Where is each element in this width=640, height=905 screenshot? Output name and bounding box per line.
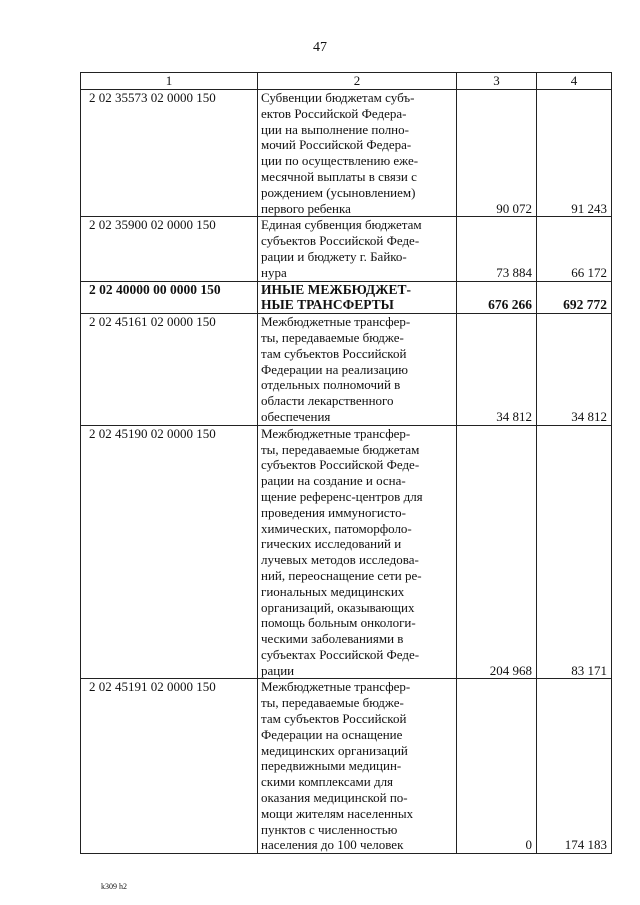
description-line: оказания медицинской по- — [261, 790, 408, 806]
amount-column-4: 83 171 — [537, 425, 612, 679]
classification-code: 2 02 45191 02 0000 150 — [81, 679, 258, 854]
classification-code: 2 02 45161 02 0000 150 — [81, 314, 258, 426]
income-description — [258, 314, 457, 426]
description-line: щение референс-центров для — [261, 488, 423, 504]
column-number-1: 1 — [81, 73, 258, 90]
description-line: ты, передаваемые бюдже- — [261, 329, 404, 345]
description-line: области лекарственного — [261, 393, 394, 409]
table-row — [81, 679, 612, 854]
budget-table-body — [81, 73, 612, 854]
amount-column-3: 90 072 — [457, 90, 537, 217]
description-line: первого ребенка — [261, 200, 351, 216]
description-line: ты, передаваемые бюдже- — [261, 695, 404, 711]
description-line: ИНЫЕ МЕЖБЮДЖЕТ- — [261, 281, 411, 297]
description-line: рации на создание и осна- — [261, 473, 406, 489]
description-line: ции на выполнение полно- — [261, 121, 409, 137]
description-line: Единая субвенция бюджетам — [261, 217, 422, 233]
amount-column-3: 34 812 — [457, 314, 537, 426]
column-number-row — [81, 73, 612, 90]
description-line: Субвенции бюджетам субъ- — [261, 90, 415, 105]
description-line: субъектов Российской Феде- — [261, 457, 420, 473]
description-line: обеспечения — [261, 408, 331, 424]
column-number-3: 3 — [457, 73, 537, 90]
description-line: там субъектов Российской — [261, 711, 407, 727]
description-line: медицинских организаций — [261, 742, 408, 758]
table-row — [81, 281, 612, 314]
classification-code: 2 02 40000 00 0000 150 — [81, 281, 258, 314]
income-description — [258, 281, 457, 314]
description-line: месячной выплаты в связи с — [261, 168, 417, 184]
classification-code: 2 02 35573 02 0000 150 — [81, 90, 258, 217]
description-line: рождением (усыновлением) — [261, 184, 416, 200]
description-line: субъектов Российской Феде- — [261, 233, 420, 249]
amount-column-4: 34 812 — [537, 314, 612, 426]
description-line: Федерации на реализацию — [261, 361, 408, 377]
description-line: гиональных медицинских — [261, 583, 405, 599]
amount-column-3: 0 — [457, 679, 537, 854]
description-line: помощь больным онкологи- — [261, 615, 416, 631]
description-line: мочий Российской Федера- — [261, 137, 412, 153]
description-line: передвижными медицин- — [261, 758, 402, 774]
classification-code: 2 02 45190 02 0000 150 — [81, 425, 258, 679]
amount-column-3: 204 968 — [457, 425, 537, 679]
description-line: Межбюджетные трансфер- — [261, 425, 411, 441]
table-row — [81, 90, 612, 217]
budget-table — [80, 72, 612, 854]
description-line: ции по осуществлению еже- — [261, 153, 419, 169]
amount-column-3: 73 884 — [457, 217, 537, 281]
page-number: 47 — [313, 40, 327, 55]
column-number-4: 4 — [537, 73, 612, 90]
income-description — [258, 90, 457, 217]
description-line: ектов Российской Федера- — [261, 105, 407, 121]
classification-code: 2 02 35900 02 0000 150 — [81, 217, 258, 281]
description-line: субъектах Российской Феде- — [261, 646, 420, 662]
description-line: гических исследований и — [261, 536, 402, 552]
amount-column-4: 692 772 — [537, 281, 612, 314]
description-line: НЫЕ ТРАНСФЕРТЫ — [261, 297, 394, 313]
description-line: там субъектов Российской — [261, 345, 407, 361]
table-row — [81, 425, 612, 679]
description-line: ний, переоснащение сети ре- — [261, 567, 422, 583]
amount-column-3: 676 266 — [457, 281, 537, 314]
income-description — [258, 217, 457, 281]
description-line: населения до 100 человек — [261, 837, 404, 853]
description-line: пунктов с численностью — [261, 821, 398, 837]
footer-code: k309 h2 — [101, 882, 127, 891]
amount-column-4: 91 243 — [537, 90, 612, 217]
description-line: отдельных полномочий в — [261, 377, 401, 393]
description-line: ческими заболеваниями в — [261, 631, 404, 647]
description-line: организаций, оказывающих — [261, 599, 415, 615]
table-row — [81, 314, 612, 426]
description-line: Федерации на оснащение — [261, 726, 403, 742]
column-number-2: 2 — [258, 73, 457, 90]
amount-column-4: 174 183 — [537, 679, 612, 854]
description-line: нура — [261, 264, 287, 280]
description-line: рации и бюджету г. Байко- — [261, 248, 407, 264]
income-description — [258, 425, 457, 679]
description-line: проведения иммуногисто- — [261, 504, 406, 520]
income-description — [258, 679, 457, 854]
description-line: ты, передаваемые бюджетам — [261, 441, 420, 457]
description-line: рации — [261, 662, 295, 678]
description-line: лучевых методов исследова- — [261, 552, 419, 568]
description-line: скими комплексами для — [261, 774, 394, 790]
amount-column-4: 66 172 — [537, 217, 612, 281]
table-row — [81, 217, 612, 281]
description-line: Межбюджетные трансфер- — [261, 679, 411, 695]
description-line: Межбюджетные трансфер- — [261, 314, 411, 330]
description-line: мощи жителям населенных — [261, 805, 414, 821]
description-line: химических, патоморфоло- — [261, 520, 412, 536]
